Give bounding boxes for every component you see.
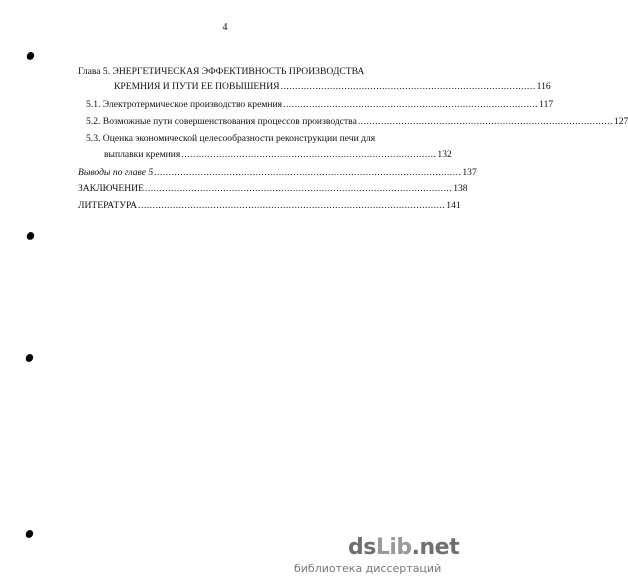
toc-item-text: 5.2. Возможные пути совершенствования процессов производства <box>86 116 357 127</box>
toc-chapter5-title-line1: Глава 5. ЭНЕРГЕТИЧЕСКАЯ ЭФФЕКТИВНОСТЬ ПРОИЗВОДСТВА <box>78 66 365 77</box>
toc-item-page: 138 <box>453 183 468 194</box>
toc-conclusion <box>78 183 468 195</box>
toc-leader-dots: ........................................................................................ <box>280 81 536 92</box>
toc-leader-dots: ........................................................................................ <box>181 149 437 160</box>
toc-chapter5-conclusions <box>78 167 477 179</box>
binder-hole-mark <box>26 51 35 61</box>
toc-chapter5-title <box>78 66 390 78</box>
watermark-logo <box>288 535 460 578</box>
toc-item-text: 5.3. Оценка экономической целесообразности реконструкции печи для <box>86 133 376 144</box>
toc-leader-dots: ........................................................................................ <box>283 99 539 110</box>
binder-hole-mark <box>26 231 35 241</box>
toc-literature <box>78 200 461 212</box>
toc-chapter5-entry <box>114 81 551 93</box>
toc-chapter5-title-line2: КРЕМНИЯ И ПУТИ ЕЕ ПОВЫШЕНИЯ <box>114 81 280 92</box>
toc-leader-dots: .......................................................................................................... <box>144 183 453 194</box>
toc-leader-dots: ........................................................................................ <box>357 116 613 127</box>
toc-leader-dots: .......................................................................................................... <box>154 167 462 178</box>
brand-subtitle: библиотека диссертаций <box>294 562 442 575</box>
toc-item-page: 132 <box>437 149 452 160</box>
binder-hole-mark <box>25 353 34 363</box>
toc-item-5-3 <box>104 149 452 161</box>
toc-item-page: 141 <box>446 200 461 211</box>
binder-hole-mark <box>25 529 34 539</box>
page-number: 4 <box>222 22 228 33</box>
toc-item-text: выплавки кремния <box>104 149 181 160</box>
toc-item-text: Выводы по главе 5 <box>78 167 154 178</box>
brand-logo <box>348 536 459 560</box>
toc-item-text: ЗАКЛЮЧЕНИЕ <box>78 183 144 194</box>
toc-item-5-2 <box>86 116 628 128</box>
toc-item-page: 127 <box>613 116 628 127</box>
toc-leader-dots: .......................................................................................................... <box>138 200 446 211</box>
brand-part: ds <box>348 535 376 560</box>
toc-item-page: 117 <box>539 99 554 110</box>
toc-item-5-1 <box>86 99 554 111</box>
toc-item-text: 5.1. Электротермическое производство кремния <box>86 99 283 110</box>
toc-item-page: 137 <box>462 167 477 178</box>
brand-part: .net <box>411 535 460 560</box>
toc-item-5-3-line1 <box>86 133 375 145</box>
toc-item-text: ЛИТЕРАТУРА <box>78 200 138 211</box>
brand-part: Lib <box>375 535 412 560</box>
toc-chapter5-page: 116 <box>536 81 551 92</box>
